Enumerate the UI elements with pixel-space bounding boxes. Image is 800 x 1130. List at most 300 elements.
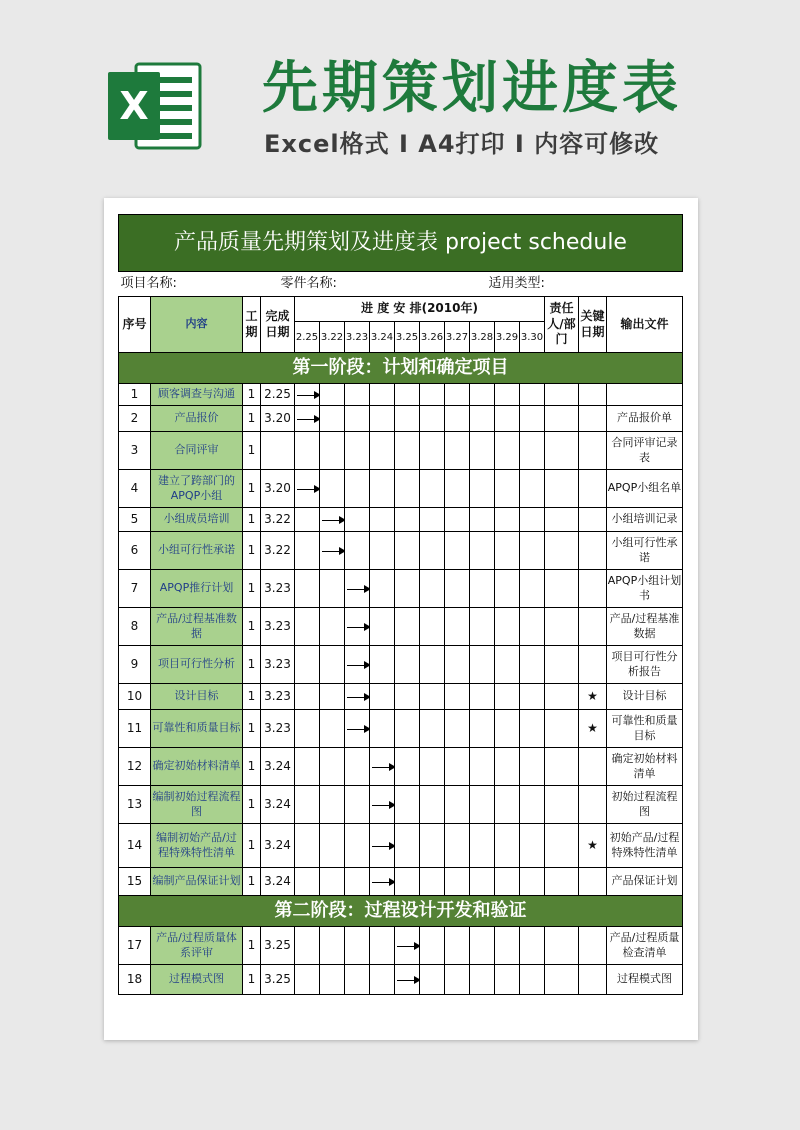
timeline-cell (445, 684, 470, 710)
timeline-cell (520, 432, 545, 470)
row-finish: 2.25 (261, 384, 295, 406)
timeline-cell (445, 608, 470, 646)
timeline-cell (470, 608, 495, 646)
col-schedule: 进 度 安 排(2010年) (295, 297, 545, 322)
row-finish: 3.25 (261, 965, 295, 995)
row-no: 9 (119, 646, 151, 684)
timeline-cell (345, 710, 370, 748)
schedule-arrow (347, 627, 369, 628)
timeline-cell (295, 406, 320, 432)
timeline-cell (445, 710, 470, 748)
timeline-cell (470, 384, 495, 406)
date-header: 3.24 (370, 322, 395, 353)
timeline-cell (320, 684, 345, 710)
timeline-cell (295, 684, 320, 710)
timeline-cell (520, 927, 545, 965)
row-key-date (579, 432, 607, 470)
row-content: 产品/过程质量体系评审 (151, 927, 243, 965)
row-key-date (579, 406, 607, 432)
row-period: 1 (243, 965, 261, 995)
row-finish: 3.23 (261, 684, 295, 710)
timeline-cell (345, 570, 370, 608)
row-no: 6 (119, 532, 151, 570)
row-key-date: ★ (579, 684, 607, 710)
timeline-cell (445, 508, 470, 532)
timeline-cell (470, 406, 495, 432)
timeline-cell (470, 965, 495, 995)
timeline-cell (320, 868, 345, 896)
row-owner (545, 824, 579, 868)
col-period: 工期 (243, 297, 261, 353)
timeline-cell (370, 646, 395, 684)
row-period: 1 (243, 646, 261, 684)
timeline-cell (345, 748, 370, 786)
row-period: 1 (243, 786, 261, 824)
row-finish: 3.24 (261, 868, 295, 896)
timeline-cell (470, 432, 495, 470)
timeline-cell (495, 646, 520, 684)
row-period: 1 (243, 406, 261, 432)
timeline-cell (470, 748, 495, 786)
timeline-cell (295, 868, 320, 896)
row-output: 设计目标 (607, 684, 683, 710)
timeline-cell (445, 927, 470, 965)
row-content: 建立了跨部门的APQP小组 (151, 470, 243, 508)
timeline-cell (420, 384, 445, 406)
timeline-cell (370, 432, 395, 470)
row-content: 编制初始过程流程图 (151, 786, 243, 824)
timeline-cell (470, 710, 495, 748)
timeline-cell (470, 868, 495, 896)
timeline-cell (520, 406, 545, 432)
row-content: 设计目标 (151, 684, 243, 710)
timeline-cell (445, 570, 470, 608)
timeline-cell (445, 384, 470, 406)
timeline-cell (520, 824, 545, 868)
row-owner (545, 786, 579, 824)
row-key-date (579, 927, 607, 965)
timeline-cell (345, 824, 370, 868)
timeline-cell (495, 684, 520, 710)
timeline-cell (370, 384, 395, 406)
timeline-cell (495, 608, 520, 646)
row-no: 3 (119, 432, 151, 470)
timeline-cell (495, 570, 520, 608)
timeline-cell (295, 824, 320, 868)
timeline-cell (320, 965, 345, 995)
row-content: 项目可行性分析 (151, 646, 243, 684)
row-key-date (579, 384, 607, 406)
row-finish: 3.23 (261, 570, 295, 608)
row-content: 编制初始产品/过程特殊特性清单 (151, 824, 243, 868)
excel-logo-icon (104, 56, 204, 156)
timeline-cell (495, 406, 520, 432)
timeline-cell (420, 470, 445, 508)
row-output: 合同评审记录表 (607, 432, 683, 470)
timeline-cell (395, 608, 420, 646)
timeline-cell (395, 570, 420, 608)
timeline-cell (320, 824, 345, 868)
schedule-arrow (347, 589, 369, 590)
timeline-cell (520, 508, 545, 532)
table-row (119, 684, 683, 710)
row-finish (261, 432, 295, 470)
row-key-date (579, 532, 607, 570)
row-no: 1 (119, 384, 151, 406)
timeline-cell (295, 608, 320, 646)
timeline-cell (420, 570, 445, 608)
row-finish: 3.24 (261, 748, 295, 786)
timeline-cell (320, 570, 345, 608)
row-content: 小组成员培训 (151, 508, 243, 532)
timeline-cell (345, 684, 370, 710)
schedule-arrow (297, 489, 319, 490)
row-finish: 3.23 (261, 608, 295, 646)
schedule-arrow (372, 882, 394, 883)
date-header: 3.29 (495, 322, 520, 353)
row-no: 11 (119, 710, 151, 748)
timeline-cell (470, 532, 495, 570)
row-owner (545, 684, 579, 710)
timeline-cell (495, 710, 520, 748)
timeline-cell (495, 965, 520, 995)
part-name-label: 零件名称: (280, 276, 337, 291)
timeline-cell (295, 470, 320, 508)
row-key-date: ★ (579, 710, 607, 748)
timeline-cell (420, 532, 445, 570)
row-content: 确定初始材料清单 (151, 748, 243, 786)
timeline-cell (420, 432, 445, 470)
row-output (607, 384, 683, 406)
row-owner (545, 927, 579, 965)
timeline-cell (345, 432, 370, 470)
row-no: 5 (119, 508, 151, 532)
timeline-cell (370, 406, 395, 432)
row-output: APQP小组计划书 (607, 570, 683, 608)
row-period: 1 (243, 868, 261, 896)
timeline-cell (370, 684, 395, 710)
row-output: 确定初始材料清单 (607, 748, 683, 786)
row-owner (545, 570, 579, 608)
row-no: 2 (119, 406, 151, 432)
row-period: 1 (243, 384, 261, 406)
row-content: 合同评审 (151, 432, 243, 470)
timeline-cell (470, 684, 495, 710)
row-owner (545, 432, 579, 470)
timeline-cell (345, 927, 370, 965)
timeline-cell (520, 786, 545, 824)
timeline-cell (420, 508, 445, 532)
timeline-cell (495, 384, 520, 406)
row-content: 编制产品保证计划 (151, 868, 243, 896)
timeline-cell (395, 710, 420, 748)
timeline-cell (520, 684, 545, 710)
row-finish: 3.22 (261, 508, 295, 532)
row-no: 10 (119, 684, 151, 710)
timeline-cell (470, 470, 495, 508)
row-output: 产品/过程基准数据 (607, 608, 683, 646)
schedule-arrow (397, 980, 419, 981)
col-content: 内容 (151, 297, 243, 353)
timeline-cell (520, 384, 545, 406)
timeline-cell (520, 646, 545, 684)
row-content: APQP推行计划 (151, 570, 243, 608)
row-period: 1 (243, 570, 261, 608)
timeline-cell (370, 710, 395, 748)
timeline-cell (495, 786, 520, 824)
timeline-cell (420, 868, 445, 896)
row-key-date (579, 786, 607, 824)
row-owner (545, 470, 579, 508)
row-output: 可靠性和质量目标 (607, 710, 683, 748)
timeline-cell (395, 384, 420, 406)
row-key-date (579, 748, 607, 786)
row-key-date (579, 570, 607, 608)
schedule-arrow (372, 846, 394, 847)
timeline-cell (445, 470, 470, 508)
timeline-cell (420, 406, 445, 432)
row-output: 项目可行性分析报告 (607, 646, 683, 684)
row-output: 产品保证计划 (607, 868, 683, 896)
row-period: 1 (243, 710, 261, 748)
page-title: 先期策划进度表 (262, 56, 682, 121)
row-finish: 3.24 (261, 824, 295, 868)
row-owner (545, 710, 579, 748)
row-no: 7 (119, 570, 151, 608)
timeline-cell (470, 824, 495, 868)
row-output: 过程模式图 (607, 965, 683, 995)
timeline-cell (320, 432, 345, 470)
timeline-cell (395, 965, 420, 995)
timeline-cell (445, 965, 470, 995)
timeline-cell (420, 646, 445, 684)
timeline-cell (520, 608, 545, 646)
table-row (119, 927, 683, 965)
timeline-cell (520, 570, 545, 608)
col-output: 输出文件 (607, 297, 683, 353)
row-owner (545, 646, 579, 684)
row-no: 13 (119, 786, 151, 824)
phase-2-header: 第二阶段：过程设计开发和验证 (119, 896, 683, 927)
timeline-cell (445, 432, 470, 470)
row-no: 18 (119, 965, 151, 995)
timeline-cell (495, 532, 520, 570)
row-period: 1 (243, 432, 261, 470)
timeline-cell (345, 965, 370, 995)
row-output: APQP小组名单 (607, 470, 683, 508)
timeline-cell (520, 868, 545, 896)
timeline-cell (320, 748, 345, 786)
table-row (119, 646, 683, 684)
date-header: 3.30 (520, 322, 545, 353)
timeline-cell (395, 684, 420, 710)
timeline-cell (345, 470, 370, 508)
timeline-cell (345, 646, 370, 684)
row-output: 初始产品/过程特殊特性清单 (607, 824, 683, 868)
row-content: 顾客调查与沟通 (151, 384, 243, 406)
date-header: 3.22 (320, 322, 345, 353)
timeline-cell (370, 824, 395, 868)
row-owner (545, 406, 579, 432)
row-period: 1 (243, 608, 261, 646)
row-content: 产品/过程基准数据 (151, 608, 243, 646)
timeline-cell (295, 786, 320, 824)
table-row (119, 570, 683, 608)
row-key-date (579, 868, 607, 896)
timeline-cell (345, 384, 370, 406)
row-no: 4 (119, 470, 151, 508)
timeline-cell (470, 927, 495, 965)
row-content: 过程模式图 (151, 965, 243, 995)
timeline-cell (470, 570, 495, 608)
timeline-cell (395, 786, 420, 824)
row-content: 小组可行性承诺 (151, 532, 243, 570)
table-row (119, 432, 683, 470)
schedule-arrow (322, 520, 344, 521)
timeline-cell (395, 868, 420, 896)
timeline-cell (370, 748, 395, 786)
timeline-cell (420, 965, 445, 995)
row-content: 产品报价 (151, 406, 243, 432)
row-no: 17 (119, 927, 151, 965)
date-header: 3.28 (470, 322, 495, 353)
table-row (119, 965, 683, 995)
col-owner: 责任人/部门 (545, 297, 579, 353)
row-owner (545, 965, 579, 995)
type-label: 适用类型: (488, 276, 545, 291)
row-owner (545, 608, 579, 646)
timeline-cell (445, 532, 470, 570)
timeline-cell (495, 868, 520, 896)
timeline-cell (320, 470, 345, 508)
schedule-arrow (322, 551, 344, 552)
timeline-cell (295, 748, 320, 786)
table-row (119, 406, 683, 432)
timeline-cell (370, 927, 395, 965)
timeline-cell (520, 470, 545, 508)
table-row (119, 470, 683, 508)
timeline-cell (295, 570, 320, 608)
timeline-cell (470, 786, 495, 824)
timeline-cell (295, 532, 320, 570)
timeline-cell (395, 748, 420, 786)
schedule-arrow (372, 805, 394, 806)
timeline-cell (520, 748, 545, 786)
timeline-cell (445, 824, 470, 868)
date-header: 3.27 (445, 322, 470, 353)
timeline-cell (395, 824, 420, 868)
row-finish: 3.22 (261, 532, 295, 570)
timeline-cell (370, 965, 395, 995)
timeline-cell (520, 965, 545, 995)
row-finish: 3.20 (261, 406, 295, 432)
logo-letter: X (119, 84, 149, 128)
timeline-cell (320, 710, 345, 748)
row-period: 1 (243, 824, 261, 868)
timeline-cell (495, 470, 520, 508)
row-key-date (579, 608, 607, 646)
timeline-cell (495, 824, 520, 868)
table-row (119, 786, 683, 824)
timeline-cell (395, 532, 420, 570)
timeline-cell (420, 684, 445, 710)
timeline-cell (295, 384, 320, 406)
row-output: 小组可行性承诺 (607, 532, 683, 570)
row-no: 15 (119, 868, 151, 896)
schedule-arrow (372, 767, 394, 768)
timeline-cell (320, 646, 345, 684)
row-no: 14 (119, 824, 151, 868)
timeline-cell (420, 748, 445, 786)
schedule-arrow (347, 729, 369, 730)
row-finish: 3.24 (261, 786, 295, 824)
timeline-cell (345, 868, 370, 896)
row-key-date: ★ (579, 824, 607, 868)
row-key-date (579, 508, 607, 532)
row-owner (545, 384, 579, 406)
row-key-date (579, 470, 607, 508)
table-row (119, 824, 683, 868)
timeline-cell (520, 532, 545, 570)
schedule-table (118, 214, 683, 995)
table-row (119, 532, 683, 570)
row-period: 1 (243, 532, 261, 570)
timeline-cell (395, 646, 420, 684)
timeline-cell (345, 786, 370, 824)
info-row (119, 272, 683, 297)
row-output: 产品报价单 (607, 406, 683, 432)
date-header: 2.25 (295, 322, 320, 353)
row-period: 1 (243, 508, 261, 532)
schedule-arrow (297, 419, 319, 420)
timeline-cell (295, 927, 320, 965)
date-header: 3.25 (395, 322, 420, 353)
timeline-cell (395, 406, 420, 432)
row-output: 产品/过程质量检查清单 (607, 927, 683, 965)
timeline-cell (495, 748, 520, 786)
schedule-arrow (347, 665, 369, 666)
timeline-cell (420, 608, 445, 646)
timeline-cell (420, 786, 445, 824)
timeline-cell (320, 532, 345, 570)
timeline-cell (345, 532, 370, 570)
project-name-label: 项目名称: (120, 276, 177, 291)
timeline-cell (395, 508, 420, 532)
row-period: 1 (243, 684, 261, 710)
row-finish: 3.23 (261, 646, 295, 684)
col-no: 序号 (119, 297, 151, 353)
timeline-cell (420, 927, 445, 965)
table-row (119, 710, 683, 748)
col-finish: 完成日期 (261, 297, 295, 353)
page-subtitle: Excel格式 I A4打印 I 内容可修改 (264, 130, 660, 158)
timeline-cell (320, 786, 345, 824)
timeline-cell (420, 824, 445, 868)
timeline-cell (445, 868, 470, 896)
row-period: 1 (243, 927, 261, 965)
row-owner (545, 508, 579, 532)
timeline-cell (420, 710, 445, 748)
phase-1-header: 第一阶段：计划和确定项目 (119, 353, 683, 384)
row-output: 小组培训记录 (607, 508, 683, 532)
timeline-cell (445, 646, 470, 684)
timeline-cell (320, 927, 345, 965)
table-row (119, 608, 683, 646)
schedule-arrow (347, 697, 369, 698)
timeline-cell (320, 406, 345, 432)
row-key-date (579, 965, 607, 995)
row-output: 初始过程流程图 (607, 786, 683, 824)
